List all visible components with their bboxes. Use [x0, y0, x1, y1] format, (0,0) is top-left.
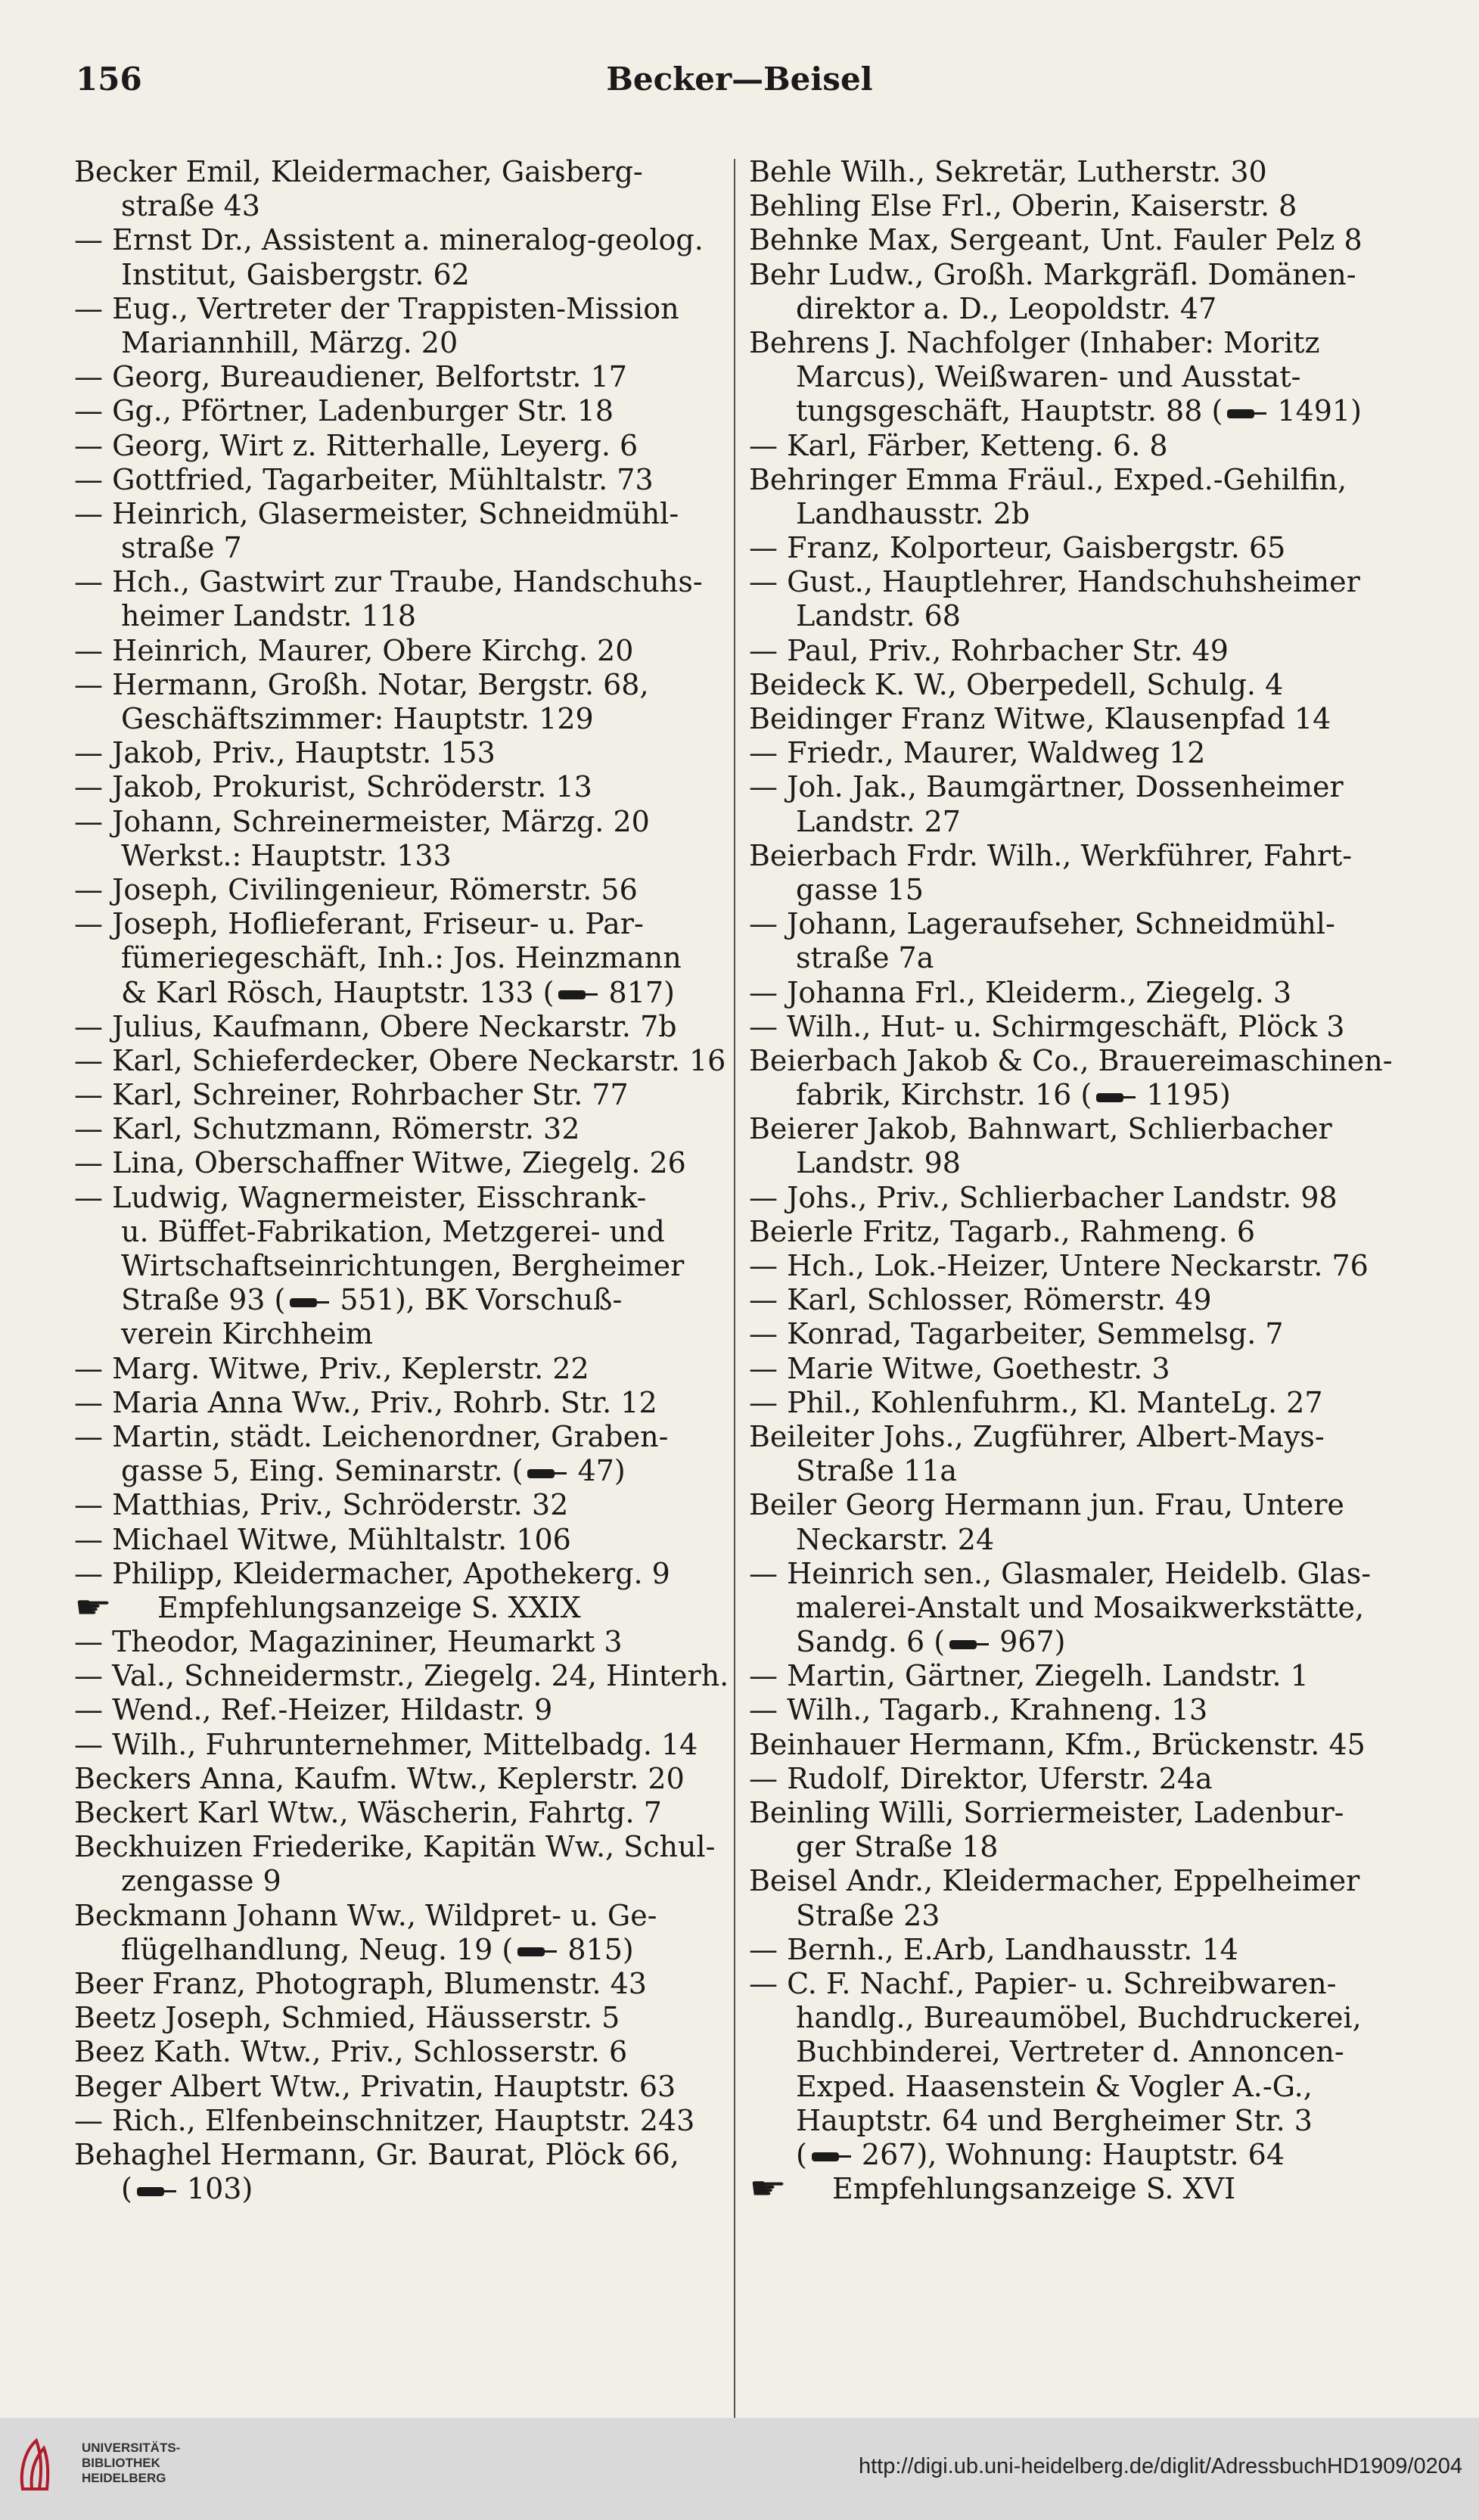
directory-line: — Phil., Kohlenfuhrm., Kl. ManteLg. 27	[749, 1385, 1323, 1419]
directory-line: ( 103)	[121, 2172, 253, 2206]
directory-line: Hauptstr. 64 und Bergheimer Str. 3	[796, 2103, 1313, 2137]
directory-line: Beideck K. W., Oberpedell, Schulg. 4	[749, 667, 1284, 701]
directory-line: — Hch., Gastwirt zur Traube, Handschuhs-	[74, 565, 703, 599]
directory-line: direktor a. D., Leopoldstr. 47	[796, 291, 1217, 325]
directory-line: — Johs., Priv., Schlierbacher Landstr. 98	[749, 1180, 1338, 1214]
directory-line: — Martin, Gärtner, Ziegelh. Landstr. 1	[749, 1659, 1309, 1693]
directory-line: — Jakob, Prokurist, Schröderstr. 13	[74, 770, 592, 804]
directory-line: Behrens J. Nachfolger (Inhaber: Moritz	[749, 325, 1320, 359]
directory-line: Becker Emil, Kleidermacher, Gaisberg-	[74, 155, 643, 188]
directory-line: — Marie Witwe, Goethestr. 3	[749, 1351, 1170, 1385]
directory-line: Straße 23	[796, 1898, 940, 1932]
directory-line: — Matthias, Priv., Schröderstr. 32	[74, 1488, 569, 1522]
directory-line: — Rich., Elfenbeinschnitzer, Hauptstr. 243	[74, 2103, 695, 2137]
directory-line: ( 267), Wohnung: Hauptstr. 64	[796, 2137, 1285, 2171]
directory-line: Behr Ludw., Großh. Markgräfl. Domänen-	[749, 257, 1356, 291]
directory-line: — Joseph, Hoflieferant, Friseur- u. Par-	[74, 907, 644, 941]
directory-line: Behnke Max, Sergeant, Unt. Fauler Pelz 8	[749, 223, 1362, 257]
directory-line: verein Kirchheim	[121, 1317, 373, 1351]
running-head: Becker—Beisel	[606, 61, 873, 98]
directory-line: u. Büffet-Fabrikation, Metzgerei- und	[121, 1214, 665, 1248]
directory-line: — Martin, städt. Leichenordner, Graben-	[74, 1419, 669, 1453]
footer-bar	[0, 2418, 1479, 2520]
directory-line: — Friedr., Maurer, Waldweg 12	[749, 736, 1206, 770]
directory-line: Mariannhill, Märzg. 20	[121, 325, 458, 359]
directory-line: — Gottfried, Tagarbeiter, Mühltalstr. 73	[74, 462, 654, 496]
directory-line: straße 7	[121, 531, 242, 565]
telephone-icon	[285, 1297, 331, 1309]
directory-line: Landhausstr. 2b	[796, 496, 1030, 530]
directory-line: Buchbinderei, Vertreter d. Annoncen-	[796, 2035, 1344, 2069]
directory-line: Beinling Willi, Sorriermeister, Ladenbur-	[749, 1796, 1344, 1829]
directory-line: Institut, Gaisbergstr. 62	[121, 257, 470, 291]
directory-line: — Joh. Jak., Baumgärtner, Dossenheimer	[749, 770, 1344, 804]
directory-line: ☛ Empfehlungsanzeige S. XXIX	[74, 1590, 581, 1625]
library-name-line2: BIBLIOTHEK	[82, 2456, 160, 2470]
directory-line: — Georg, Wirt z. Ritterhalle, Leyerg. 6	[74, 428, 639, 462]
library-name	[82, 2441, 180, 2486]
directory-line: Sandg. 6 ( 967)	[796, 1625, 1066, 1659]
directory-line: ☛ Empfehlungsanzeige S. XVI	[749, 2172, 1236, 2207]
directory-line: Marcus), Weißwaren- und Ausstat-	[796, 360, 1301, 394]
telephone-icon	[945, 1639, 990, 1651]
directory-line: — Konrad, Tagarbeiter, Semmelsg. 7	[749, 1317, 1284, 1351]
directory-line: — Wend., Ref.-Heizer, Hildastr. 9	[74, 1693, 553, 1727]
directory-line: heimer Landstr. 118	[121, 599, 417, 633]
directory-line: Beckmann Johann Ww., Wildpret- u. Ge-	[74, 1898, 657, 1932]
telephone-icon	[523, 1468, 568, 1480]
directory-line: Landstr. 98	[796, 1146, 961, 1180]
source-url-link[interactable]: http://digi.ub.uni-heidelberg.de/diglit/AdressbuchHD1909/0204	[858, 2454, 1462, 2478]
page-number: 156	[76, 61, 142, 98]
directory-line: — Gust., Hauptlehrer, Handschuhsheimer	[749, 565, 1360, 599]
directory-line: Exped. Haasenstein & Vogler A.-G.,	[796, 2069, 1313, 2103]
directory-line: Neckarstr. 24	[796, 1522, 995, 1556]
directory-line: malerei-Anstalt und Mosaikwerkstätte,	[796, 1590, 1365, 1624]
directory-line: Beierle Fritz, Tagarb., Rahmeng. 6	[749, 1214, 1256, 1248]
directory-line: Straße 11a	[796, 1454, 958, 1488]
pointing-hand-icon: ☛	[74, 1590, 113, 1625]
directory-line: straße 43	[121, 189, 260, 223]
directory-line: — Ernst Dr., Assistent a. mineralog-geolog.	[74, 223, 704, 257]
telephone-icon	[554, 989, 599, 1001]
directory-line: Beisel Andr., Kleidermacher, Eppelheimer	[749, 1864, 1360, 1898]
directory-line: gasse 15	[796, 872, 924, 906]
directory-line: — Wilh., Fuhrunternehmer, Mittelbadg. 14	[74, 1727, 698, 1761]
directory-line: Beinhauer Hermann, Kfm., Brückenstr. 45	[749, 1727, 1366, 1761]
directory-line: Behle Wilh., Sekretär, Lutherstr. 30	[749, 155, 1267, 188]
page-header	[0, 61, 1479, 113]
directory-line: gasse 5, Eing. Seminarstr. ( 47)	[121, 1454, 626, 1488]
directory-line: handlg., Bureaumöbel, Buchdruckerei,	[796, 2001, 1362, 2035]
directory-line: — Heinrich, Glasermeister, Schneidmühl-	[74, 496, 679, 530]
directory-line: — Bernh., E.Arb, Landhausstr. 14	[749, 1932, 1238, 1966]
directory-line: Wirtschaftseinrichtungen, Bergheimer	[121, 1249, 685, 1282]
directory-line: — Franz, Kolporteur, Gaisbergstr. 65	[749, 531, 1286, 565]
directory-line: Beetz Joseph, Schmied, Häusserstr. 5	[74, 2001, 620, 2035]
directory-line: — Theodor, Magazininer, Heumarkt 3	[74, 1625, 623, 1659]
directory-line: Beierbach Frdr. Wilh., Werkführer, Fahrt-	[749, 838, 1353, 872]
directory-line: Beckhuizen Friederike, Kapitän Ww., Schul-	[74, 1830, 716, 1864]
telephone-icon	[513, 1946, 558, 1958]
directory-line: — Johann, Schreinermeister, Märzg. 20	[74, 804, 650, 838]
directory-line: Beckers Anna, Kaufm. Wtw., Keplerstr. 20	[74, 1761, 685, 1795]
directory-line: Straße 93 ( 551), BK Vorschuß-	[121, 1283, 623, 1317]
library-name-line1: UNIVERSITÄTS-	[82, 2441, 181, 2455]
pointing-hand-icon: ☛	[749, 2172, 788, 2207]
directory-line: Beierbach Jakob & Co., Brauereimaschinen-	[749, 1043, 1393, 1077]
directory-line: fümeriegeschäft, Inh.: Jos. Heinzmann	[121, 941, 682, 975]
directory-line: & Karl Rösch, Hauptstr. 133 ( 817)	[121, 975, 675, 1009]
library-name-line3: HEIDELBERG	[82, 2471, 166, 2485]
directory-line: — Hch., Lok.-Heizer, Untere Neckarstr. 76	[749, 1249, 1369, 1282]
directory-line: ger Straße 18	[796, 1830, 999, 1864]
directory-line: — Johanna Frl., Kleiderm., Ziegelg. 3	[749, 975, 1292, 1009]
directory-line: — Wilh., Hut- u. Schirmgeschäft, Plöck 3	[749, 1009, 1345, 1043]
directory-line: — Hermann, Großh. Notar, Bergstr. 68,	[74, 667, 649, 701]
directory-line: Werkst.: Hauptstr. 133	[121, 838, 452, 872]
left-column	[74, 155, 747, 2206]
directory-line: Beiler Georg Hermann jun. Frau, Untere	[749, 1488, 1344, 1522]
telephone-icon	[1092, 1092, 1137, 1104]
directory-line: — Heinrich, Maurer, Obere Kirchg. 20	[74, 633, 634, 667]
directory-line: — Rudolf, Direktor, Uferstr. 24a	[749, 1761, 1213, 1795]
directory-line: Beer Franz, Photograph, Blumenstr. 43	[74, 1966, 647, 2000]
directory-line: Beidinger Franz Witwe, Klausenpfad 14	[749, 702, 1331, 735]
directory-line: — Heinrich sen., Glasmaler, Heidelb. Glas-	[749, 1556, 1372, 1590]
directory-line: — Karl, Schlosser, Römerstr. 49	[749, 1283, 1212, 1317]
directory-line: — Karl, Schieferdecker, Obere Neckarstr. 16	[74, 1043, 726, 1077]
directory-line: — Ludwig, Wagnermeister, Eisschrank-	[74, 1180, 647, 1214]
directory-line: — Marg. Witwe, Priv., Keplerstr. 22	[74, 1351, 589, 1385]
telephone-icon	[132, 2186, 178, 2198]
directory-line: Beckert Karl Wtw., Wäscherin, Fahrtg. 7	[74, 1796, 662, 1829]
directory-line: Beez Kath. Wtw., Priv., Schlosserstr. 6	[74, 2035, 628, 2069]
directory-line: — Karl, Schutzmann, Römerstr. 32	[74, 1112, 580, 1146]
directory-line: Geschäftszimmer: Hauptstr. 129	[121, 702, 594, 735]
directory-line: — Georg, Bureaudiener, Belfortstr. 17	[74, 360, 627, 394]
directory-line: — Johann, Lageraufseher, Schneidmühl-	[749, 907, 1335, 941]
directory-line: Behaghel Hermann, Gr. Baurat, Plöck 66,	[74, 2137, 679, 2171]
directory-line: fabrik, Kirchstr. 16 ( 1195)	[796, 1078, 1231, 1112]
directory-line: — Julius, Kaufmann, Obere Neckarstr. 7b	[74, 1009, 677, 1043]
directory-line: Behringer Emma Fräul., Exped.-Gehilfin,	[749, 462, 1347, 496]
directory-line: straße 7a	[796, 941, 934, 975]
telephone-icon	[807, 2151, 853, 2163]
directory-line: — Philipp, Kleidermacher, Apothekerg. 9	[74, 1556, 670, 1590]
directory-line: Beger Albert Wtw., Privatin, Hauptstr. 63	[74, 2069, 676, 2103]
directory-line: tungsgeschäft, Hauptstr. 88 ( 1491)	[796, 394, 1362, 428]
directory-line: Beileiter Johs., Zugführer, Albert-Mays-	[749, 1419, 1325, 1453]
directory-line: — Eug., Vertreter der Trappisten-Mission	[74, 291, 679, 325]
directory-line: flügelhandlung, Neug. 19 ( 815)	[121, 1932, 634, 1966]
directory-line: — Wilh., Tagarb., Krahneng. 13	[749, 1693, 1208, 1727]
directory-line: Behling Else Frl., Oberin, Kaiserstr. 8	[749, 189, 1297, 223]
right-column	[749, 155, 1407, 2206]
directory-line: — Paul, Priv., Rohrbacher Str. 49	[749, 633, 1229, 667]
directory-line: — C. F. Nachf., Papier- u. Schreibwaren-	[749, 1966, 1337, 2000]
directory-line: — Joseph, Civilingenieur, Römerstr. 56	[74, 872, 638, 906]
directory-line: — Maria Anna Ww., Priv., Rohrb. Str. 12	[74, 1385, 657, 1419]
directory-line: — Karl, Färber, Ketteng. 6. 8	[749, 428, 1168, 462]
directory-line: — Val., Schneidermstr., Ziegelg. 24, Hinterh.	[74, 1659, 729, 1693]
directory-line: — Jakob, Priv., Hauptstr. 153	[74, 736, 496, 770]
directory-line: — Lina, Oberschaffner Witwe, Ziegelg. 26	[74, 1146, 686, 1180]
directory-line: Beierer Jakob, Bahnwart, Schlierbacher	[749, 1112, 1332, 1146]
directory-line: — Karl, Schreiner, Rohrbacher Str. 77	[74, 1078, 629, 1112]
directory-line: Landstr. 27	[796, 804, 961, 838]
directory-line: — Gg., Pförtner, Ladenburger Str. 18	[74, 394, 614, 428]
telephone-icon	[1223, 408, 1268, 420]
directory-line: — Michael Witwe, Mühltalstr. 106	[74, 1522, 571, 1556]
directory-line: zengasse 9	[121, 1864, 281, 1898]
directory-line: Landstr. 68	[796, 599, 961, 633]
university-seal-icon	[17, 2435, 54, 2495]
